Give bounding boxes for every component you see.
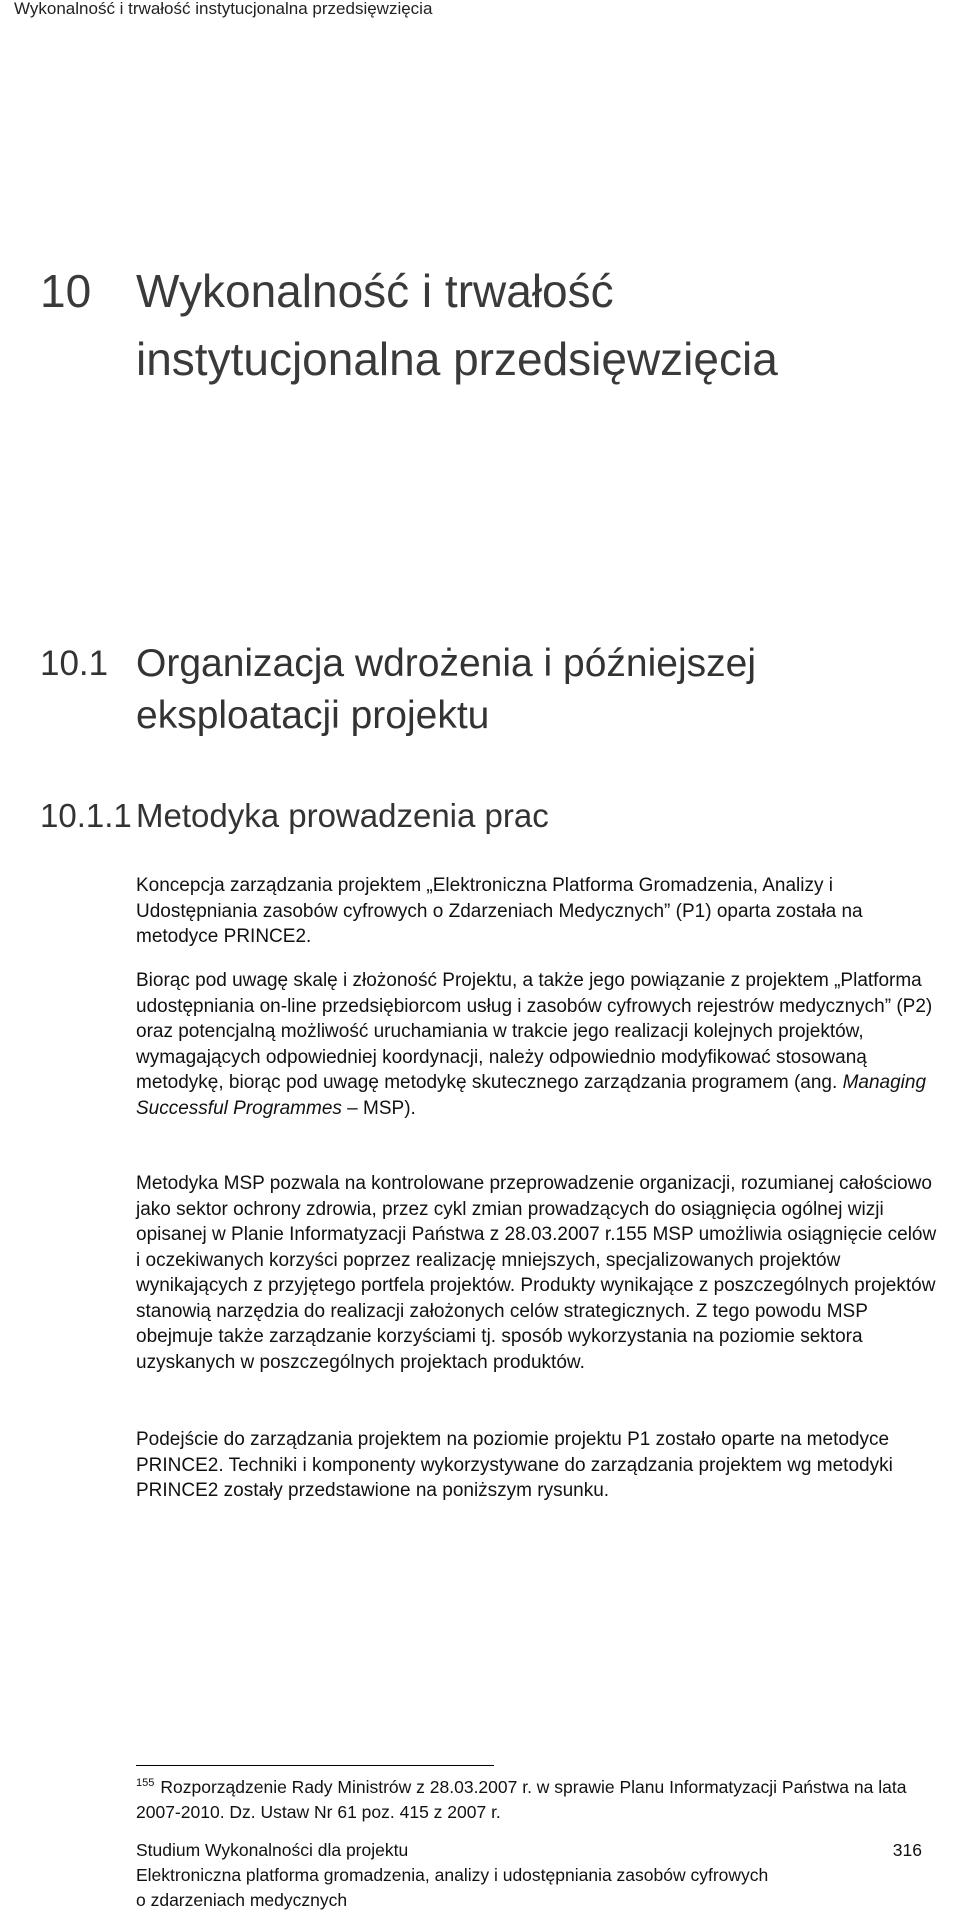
paragraph-2-end: – MSP). xyxy=(341,1097,416,1119)
section-number: 10.1 xyxy=(40,644,109,683)
chapter-title: Wykonalność i trwałość instytucjonalna przedsięwzięcia xyxy=(136,265,778,385)
paragraph-3-text xyxy=(136,1171,942,1375)
paragraph-2-text xyxy=(136,968,942,1121)
chapter-number: 10 xyxy=(40,265,92,317)
paragraph-1-text: Koncepcja zarządzania projektem „Elektroniczna Platforma Gromadzenia, Analizy i Udostępniania zasobów cyfrowych o Zdarzeniach Medycznych” (P1) oparta została na metodyce PRINCE2. xyxy=(136,875,863,947)
paragraph-2-main: Biorąc pod uwagę skalę i złożoność Projektu, a także jego powiązanie z projektem „Platforma udostępniania on-line przedsiębiorcom usług i zasobów cyfrowych rejestrów medycznych” (P2) oraz potencjalną możliwość uruchamiania w trakcie jego realizacji kolejnych projektów, wymagających odpowiedniej koordynacji, należy odpowiednio modyfikować stosowaną metodykę, biorąc pod uwagę metodykę skutecznego zarządzania programem (ang. xyxy=(136,970,933,1093)
subsection-title: Metodyka prowadzenia prac xyxy=(136,797,549,834)
section-title: Organizacja wdrożenia i późniejszej eksploatacji projektu xyxy=(136,642,756,737)
page-footer xyxy=(136,1838,836,1913)
footer-line-3: o zdarzeniach medycznych xyxy=(136,1890,348,1910)
chapter-heading xyxy=(40,262,896,393)
footnote-reference[interactable]: 155 xyxy=(615,1224,648,1245)
footnote-separator xyxy=(136,1765,494,1766)
paragraph-3 xyxy=(136,1171,942,1375)
paragraph-2 xyxy=(136,968,942,1121)
running-header: Wykonalność i trwałość instytucjonalna przedsięwzięcia xyxy=(14,0,433,18)
footer-line-2: Elektroniczna platforma gromadzenia, analizy i udostępniania zasobów cyfrowych xyxy=(136,1865,769,1885)
footer-line-1: Studium Wykonalności dla projektu xyxy=(136,1840,409,1860)
footnote-text: Rozporządzenie Rady Ministrów z 28.03.2007 r. w sprawie Planu Informatyzacji Państwa na lata 2007-2010. Dz. Ustaw Nr 61 poz. 415 z 2007 r. xyxy=(136,1777,907,1822)
subsection-number: 10.1.1 xyxy=(40,797,132,834)
paragraph-3-part-b: MSP umożliwia osiągnięcie celów i oczekiwanych korzyści poprzez realizację mniejszych, specjalizowanych projektów wynikających z przyjętego portfela projektów. Produkty wynikające z poszczególnych projektów stanowią narzędzia do realizacji założonych celów strategicznych. Z tego powodu MSP obejmuje także zarządzanie korzyściami tj. sposób wykorzystania na poziomie sektora uzyskanych w poszczególnych projektach produktów. xyxy=(136,1224,937,1373)
paragraph-4-text: Podejście do zarządzania projektem na poziomie projektu P1 zostało oparte na metodyce PRINCE2. Techniki i komponenty wykorzystywane do zarządzania projektem wg metodyki PRINCE2 zostały przedstawione na poniższym rysunku. xyxy=(136,1429,893,1501)
paragraph-1 xyxy=(136,873,942,950)
section-heading xyxy=(40,640,916,742)
footnote-number: 155 xyxy=(136,1777,155,1789)
subsection-heading xyxy=(40,794,549,838)
paragraph-4 xyxy=(136,1427,942,1504)
paragraph-2-italic: Managing Successful Programmes xyxy=(136,1072,927,1119)
page-number: 316 xyxy=(892,1840,922,1860)
footnote xyxy=(136,1771,942,1825)
paragraph-3-part-a: Metodyka MSP pozwala na kontrolowane przeprowadzenie organizacji, rozumianej całościowo jako sektor ochrony zdrowia, przez cykl zmian prowadzących do osiągnięcia ogólnej wizji opisanej w Planie Informatyzacji Państwa z 28.03.2007 r. xyxy=(136,1173,932,1245)
